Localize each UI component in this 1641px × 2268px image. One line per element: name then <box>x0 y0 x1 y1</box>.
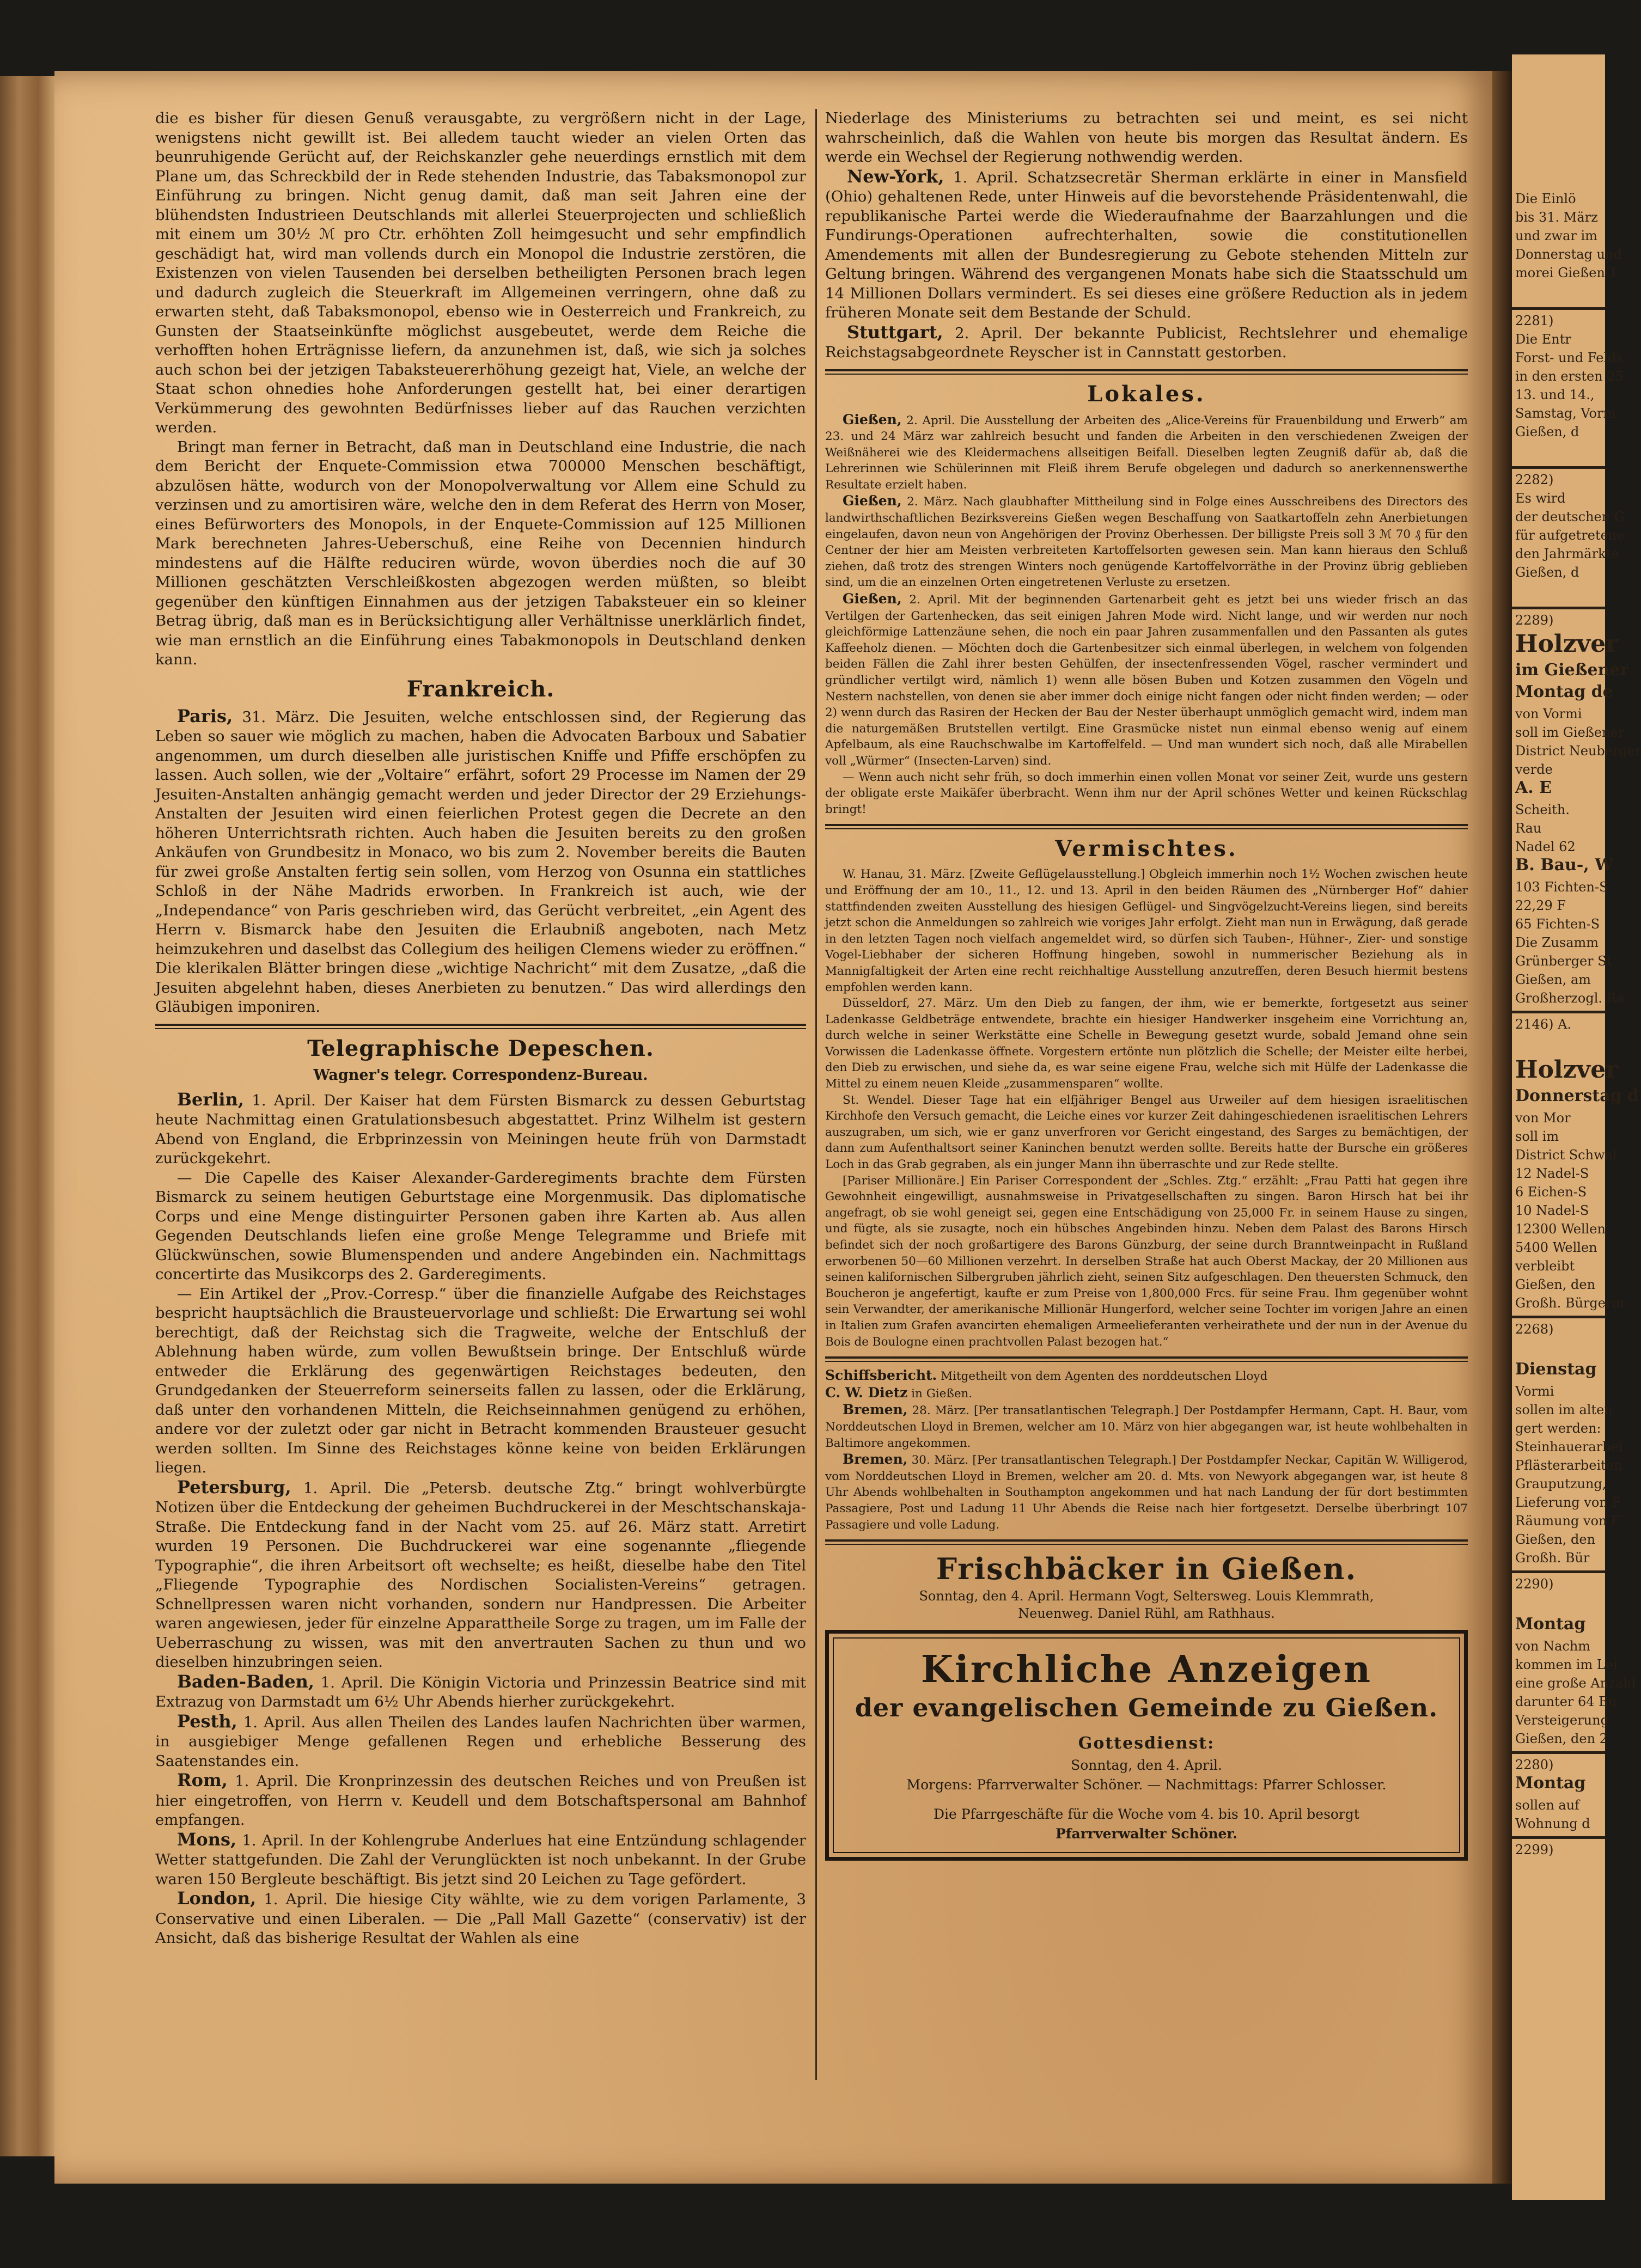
adjacent-page-rule <box>1512 307 1605 310</box>
adjacent-page-text: Samstag, Vorm <box>1515 406 1616 421</box>
news-item <box>825 866 1468 995</box>
news-item <box>825 591 1468 769</box>
news-item <box>825 1173 1468 1350</box>
news-text: 1. April. Die Königin Victoria und Prinzessin Beatrice sind mit Extrazug von Darmstadt um 6½ Uhr Abends hierher zurückgekehrt. <box>155 1673 806 1710</box>
adjacent-page-text: A. E <box>1515 778 1552 797</box>
news-item <box>825 1402 1468 1451</box>
news-item <box>155 1771 806 1830</box>
section-heading: Vermischtes. <box>1055 836 1238 862</box>
ship-report-intro <box>825 1367 1468 1402</box>
news-text: 1. April. Die Kronprinzessin des deutschen Reiches und von Preußen ist hier eingetroffen, von Herrn v. Keudell und dem Botschaftspersonal am Bahnhof empfangen. <box>155 1772 806 1829</box>
adjacent-page-text: Montag de <box>1515 682 1613 701</box>
section-heading: Lokales. <box>1087 381 1206 407</box>
paragraph: die es bisher für diesen Genuß verausgabte, zu vergrößern nicht in der Lage, wenigstens nicht gewillt ist. Bei alledem taucht wieder an vielen Orten das beunruhigende Gerücht auf, der Reichskanzler gehe neuerdings ernstlich mit dem Plane um, das Schreckbild der in Rede stehenden Industrie, das Tabaksmonopol zur Einführung zu bringen. Nicht genug damit, daß man seit Jahren eine der blühendsten Industrieen Deutschlands mit allerlei Steuerprojecten und schließlich mit einem um 30½ ℳ pro Ctr. erhöhten Zoll heimgesucht und sehr empfindlich geschädigt hat, wird man vollends durch ein Monopol die Industrie zerstören, die Existenzen von vielen Tausenden bei derselben betheiligten Personen brach legen und dadurch zugleich die Steuerkraft im Allgemeinen verringern, ohne daß zu erwarten steht, daß Tabaksmonopol, ebenso wie in Oesterreich und Frankreich, zu Gunsten der Staatseinkünfte möglichst ausgebeutet, werde dem Reiche die verhofften hohen Erträgnisse liefern, da anzunehmen ist, daß, wie sich ja solches auch schon bei der jetzigen Tabaksteuererhöhung gezeigt hat, Viele, an welche der Staat schon ohnedies hohe Anforderungen gestellt hat, bei einer derartigen Verkümmerung des gewohnten Bedürfnisses lieber auf das Rauchen verzichten werden. <box>155 109 806 436</box>
dateline: Paris, <box>177 705 233 726</box>
news-text: 2. März. Nach glaubhafter Mittheilung sind in Folge eines Ausschreibens des Directors des landwirthschaftlichen Bezirksvereins Gießen wegen Beschaffung von Saatkartoffeln zehn Anerbietungen eingelaufen, davon neun von Angehörigen der Provinz Oberhessen. Der billigste Preis soll 3 ℳ 70 ₰ für den Centner der hier am Meisten verbreiteten Kartoffelsorten gewesen sein. Man kann hieraus den Schluß ziehen, daß trotz des strengen Winters noch genügende Kartoffelvorräthe in der Provinz übrig geblieben sind, um die an einzelnen Orten eingetretenen Verluste zu ersetzen. <box>825 495 1468 590</box>
adjacent-page-text: Gießen, d <box>1515 424 1579 439</box>
adjacent-page-text: für aufgetretene <box>1515 528 1625 543</box>
adjacent-page-text: District Schwal <box>1515 1147 1617 1163</box>
news-text: 1. April. Der Kaiser hat dem Fürsten Bismarck zu dessen Geburtstag heute Nachmittag einen Gratulationsbesuch abgestattet. Prinz Wilhelm ist gestern Abend von England, die Erbprinzessin von Meiningen heute früh von Darmstadt zurückgekehrt. <box>155 1091 806 1167</box>
adjacent-page-text: Großh. Bürgerm <box>1515 1295 1625 1311</box>
adjacent-page-text: bis 31. März <box>1515 210 1598 225</box>
paragraph: Bringt man ferner in Betracht, daß man in Deutschland eine Industrie, die nach dem Bericht der Enquete-Commission etwa 700000 Menschen beschäftigt, abzulösen hätte, wodurch von der Monopolverwaltung vor Allem eine Schuld zu verzinsen und zu amortisiren wäre, welche den in dem Referat des Herrn von Moser, eines Befürworters des Monopols, in der Enquete-Commission auf 125 Millionen Mark berechneten Jahres-Ueberschuß, eine Reihe von Decennien hindurch mindestens auf die Hälfte reduciren würde, wovon überdies noch die auf 30 Millionen geschätzten Verschleißkosten abgezogen werden müßten, so bleibt gegenüber den künftigen Einnahmen aus der jetzigen Tabaksteuer ein so kleiner Betrag übrig, daß man es in Berücksichtigung aller Verhältnisse unerklärlich findet, wie man ernstlich an die Einführung eines Tabakmonopols in Deutschland denken kann. <box>155 438 806 668</box>
section-rule <box>825 1356 1468 1362</box>
dateline: Petersburg, <box>177 1476 291 1497</box>
adjacent-page-text: Donnerstag und <box>1515 247 1622 262</box>
adjacent-page-rule <box>1512 1316 1605 1318</box>
adjacent-page-text: Es wird <box>1515 491 1566 506</box>
adjacent-page-text: 6 Eichen-S <box>1515 1184 1587 1200</box>
adjacent-page-text: Vormi <box>1515 1384 1554 1399</box>
adjacent-page-text: 5400 Wellen <box>1515 1240 1597 1255</box>
adjacent-page-text: Forst- und Felds <box>1515 350 1623 365</box>
adjacent-page-text: Grauputzung, <box>1515 1476 1607 1491</box>
news-item <box>155 707 806 1017</box>
dateline: St. Wendel. <box>843 1093 915 1107</box>
adjacent-page-text: 12300 Wellen <box>1515 1221 1606 1237</box>
adjacent-page-text: von Nachm <box>1515 1639 1591 1654</box>
adjacent-page-rule <box>1512 607 1605 609</box>
adjacent-page-text: 103 Fichten-S <box>1515 879 1608 895</box>
adjacent-page-text: Gießen, den <box>1515 1277 1596 1292</box>
adjacent-page-text: Die Entr <box>1515 332 1571 347</box>
news-item <box>825 323 1468 363</box>
adjacent-page-text: von Mor <box>1515 1110 1571 1126</box>
adjacent-page-text: Holzver <box>1515 1056 1619 1084</box>
adjacent-page-text: soll im Gießener <box>1515 725 1625 740</box>
dateline: London, <box>177 1888 257 1909</box>
adjacent-page-text: 2289) <box>1515 613 1554 628</box>
adjacent-page-text: Pflästerarbeiten <box>1515 1458 1622 1473</box>
adjacent-page-text: eine große Anzahl <box>1515 1676 1636 1691</box>
news-item <box>155 1090 806 1169</box>
section-subheading: Wagner's telegr. Correspondenz-Bureau. <box>313 1066 648 1084</box>
adjacent-page-text: 2280) <box>1515 1757 1554 1772</box>
news-item <box>825 493 1468 591</box>
section-rule <box>825 1539 1468 1545</box>
ship-report-heading: Schiffsbericht. <box>825 1367 937 1384</box>
adjacent-page-text: Großherzogl. Ra <box>1515 991 1625 1006</box>
dateline: [Pariser Millionäre.] <box>843 1173 965 1188</box>
news-item <box>825 412 1468 493</box>
news-text: 1. April. Die hiesige City wählte, wie zu dem vorigen Parlamente, 3 Conservative und einen Liberalen. — Die „Pall Mall Gazette“ (conservativ) ist der Ansicht, daß das bisherige Resultat der Wahlen als eine <box>155 1891 806 1947</box>
ship-agent-place: in Gießen. <box>907 1386 973 1401</box>
adjacent-page-text: Grünberger St <box>1515 953 1612 969</box>
news-text: 30. März. [Per transatlantischen Telegraph.] Der Postdampfer Neckar, Capitän W. Willigerod, vom Norddeutschen Lloyd in Bremen, welcher am 20. d. Mts. von Newyork abgegangen war, ist heute 8 Uhr Abends wohlbehalten in Southampton angekommen und hat nach Landung der für dort bestimmten Passagiere, Post und Ladung 11 Uhr Abends die Reise nach hier fortgesetzt. Derselbe überbringt 107 Passagiere und volle Ladung. <box>825 1453 1468 1532</box>
adjacent-page-text: morei Gießen 1 <box>1515 265 1618 280</box>
adjacent-page-text: Dienstag <box>1515 1360 1597 1379</box>
ad-note: Pfarrverwalter Schöner. <box>1055 1826 1238 1842</box>
adjacent-page-text: Steinhauerarbei <box>1515 1439 1623 1454</box>
adjacent-page-text: Wohnung d <box>1515 1816 1590 1831</box>
adjacent-page-text: Die Zusamm <box>1515 935 1599 950</box>
adjacent-page-text: gert werden: <box>1515 1421 1601 1436</box>
adjacent-page-text: verde <box>1515 762 1553 777</box>
section-rule <box>825 369 1468 375</box>
ad-subtitle: der evangelischen Gemeinde zu Gießen. <box>855 1693 1438 1723</box>
adjacent-page-text: 65 Fichten-S <box>1515 916 1600 932</box>
adjacent-page-text: 22,29 F <box>1515 898 1566 913</box>
ship-report-source: Mitgetheilt von dem Agenten des norddeutschen Lloyd <box>937 1370 1268 1384</box>
news-text: 2. April. Der bekannte Publicist, Rechtslehrer und ehemalige Reichstagsabgeordnete Reyscher ist in Cannstatt gestorben. <box>825 324 1468 361</box>
news-item <box>155 1889 806 1948</box>
adjacent-page-text: 10 Nadel-S <box>1515 1203 1589 1218</box>
news-item <box>155 1712 806 1771</box>
adjacent-page-text: Großh. Bür <box>1515 1550 1590 1566</box>
dateline: Bremen, <box>843 1451 908 1468</box>
adjacent-page-text: kommen im Lei <box>1515 1657 1618 1672</box>
news-text: Dieser Tage hat ein elfjähriger Bengel aus Urweiler auf dem hiesigen israelitischen Kirchhofe den Versuch gemacht, die Leiche eines vor kurzer Zeit dahingeschiedenen israelitischen Lehrers auszugraben, um sich, wie er ganz unverfroren vor Gericht eingestand, des Sarges zu bemächtigen, der dann zum Aufenthaltsort seiner Kaninchen benutzt werden sollte. Bereits hatte der Bursche ein größeres Loch in das Grab gegraben, als ein junger Mann ihn überraschte und zur Rede stellte. <box>825 1093 1468 1172</box>
dateline: Gießen, <box>843 493 902 509</box>
dateline: New-York, <box>847 166 944 187</box>
adjacent-page-text: 12 Nadel-S <box>1515 1166 1589 1181</box>
ship-report-block <box>825 1367 1468 1533</box>
adjacent-page-text: Rau <box>1515 821 1542 836</box>
news-text: 1. April. Aus allen Theilen des Landes laufen Nachrichten über warmen, in ausgiebiger Menge gefallenen Regen und erhebliche Besserung des Saatenstandes ein. <box>155 1713 806 1770</box>
column-divider <box>815 109 817 2080</box>
adjacent-page-text: 2299) <box>1515 1842 1554 1857</box>
adjacent-page-rule <box>1512 1836 1605 1839</box>
news-item <box>825 1451 1468 1533</box>
adjacent-page-text: 2146) A. <box>1515 1017 1572 1032</box>
adjacent-page-text: Gießen, am <box>1515 972 1591 987</box>
adjacent-page-text: Montag <box>1515 1774 1586 1793</box>
adjacent-page-text: in den ersten 25 <box>1515 369 1624 384</box>
dateline: Mons, <box>177 1829 237 1850</box>
news-text: 31. März. [Zweite Geflügelausstellung.] Obgleich immerhin noch 1½ Wochen zwischen heute und Eröffnung der am 10., 11., 12. und 13. April in den beiden Räumen des „Nürnberger Hof“ dahier stattfindenden zweiten Ausstellung des hiesigen Geflügel- und Singvögelzucht-Vereins liegen, sind bereits jetzt schon die Anmeldungen so zahlreich wie voriges Jahr erfolgt. Zieht man nun in Erwägung, daß gerade in den letzten Tagen noch vielfach angemeldet wird, so dürfen sich Tauben-, Hühner-, Zier- und sonstige Vogel-Liebhaber der sicheren Hoffnung hingeben, sowohl in nummerischer Beziehung als in Mannigfaltigkeit der Arten eine recht reichhaltige Ausstellung anzutreffen, deren Besuch hiermit bestens empfohlen werden kann. <box>825 867 1468 994</box>
news-text: 1. April. In der Kohlengrube Anderlues hat eine Entzündung schlagender Wetter stattgefunden. Die Zahl der Verunglückten ist noch unbekannt. In der Grube waren 150 Bergleute beschäftigt. Bis jetzt sind 20 Leichen zu Tage gefördert. <box>155 1831 806 1888</box>
adjacent-page-text: Gießen, den <box>1515 1532 1596 1547</box>
book-gutter <box>1492 71 1512 2184</box>
news-text: 27. März. Um den Dieb zu fangen, der ihm, wie er bemerkte, fortgesetzt aus seiner Ladenkasse Geldbeträge entwendete, brachte ein hiesiger Handwerker insgeheim eine Vorrichtung an, durch welche in seiner Werkstätte eine Schelle in Bewegung gesetzt wurde, sobald Jemand ohne sein Vorwissen die Ladenkasse öffnete. Vorgestern ertönte nun plötzlich die Schelle; der Meister eilte herbei, den Dieb zu erwischen, und siehe da, es war seine eigene Frau, welche sich mit Hülfe der Ladenkasse die Mittel zu einem neuen Kleide „zusammensparen“ wollte. <box>825 997 1468 1091</box>
adjacent-page-text: B. Bau-, W <box>1515 855 1613 875</box>
dateline: Stuttgart, <box>847 321 943 343</box>
adjacent-page-text: Donnerstag d <box>1515 1086 1639 1105</box>
dateline: W. Hanau, <box>843 867 904 882</box>
news-text: 31. März. Die Jesuiten, welche entschlossen sind, der Regierung das Leben so sauer wie möglich zu machen, haben die Advocaten Barboux und Sabatier angenommen, um durch dieselben alle juristischen Kniffe und Pfiffe erschöpfen zu lassen. Auch sollen, wie der „Voltaire“ erfährt, sofort 29 Processe im Namen der 29 Jesuiten-Anstalten anhängig gemacht werden und jeder Director der 29 Erziehungs-Anstalten der Jesuiten wird einen feierlichen Protest gegen die Decrete an den höheren Unterrichtsrath richten. Auch haben die Jesuiten bereits zu den großen Ankäufen von Grundbesitz in Monaco, wo bis zum 2. November bereits die Bauten für zwei große Anstalten fertig sein sollen, vom Herzog von Osunna ein stattliches Schloß in der Nähe Madrids erworben. In Frankreich ist auch, wie der „Independance“ von Paris geschrieben wird, das Gerücht verbreitet, „ein Agent des Herrn v. Bismarck habe den Jesuiten die Erlaubniß angeboten, nach Metz heimzukehren und daselbst das Collegium des heiligen Clemens wieder zu eröffnen.“ Die klerikalen Blätter bringen diese „wichtige Nachricht“ mit dem Zusatze, „daß die Jesuiten abgelehnt haben, dieses Anerbieten zu benutzen.“ Das wird allerdings den Gläubigen imponiren. <box>155 708 806 1016</box>
dateline: Baden-Baden, <box>177 1671 314 1692</box>
dateline: Pesth, <box>177 1710 237 1732</box>
left-column <box>155 109 806 1948</box>
news-text: 1. April. Schatzsecretär Sherman erklärte in einer in Mansfield (Ohio) gehaltenen Rede, unter Hinweis auf die bevorstehende Präsidentenwahl, die republikanische Partei werde die Wiederaufnahme der Baarzahlungen und die Fundirungs-Operationen aufrechterhalten, sowie die constitutionellen Amendements mit allen der Bundesregierung zu Gebote stehenden Mitteln zur Geltung bringen. Während des vergangenen Monats habe sich die Staatsschuld um 14 Millionen Dollars vermindert. Es sei dieses eine größere Reduction als in jedem früheren Monate seit dem Bestande der Schuld. <box>825 168 1468 321</box>
news-item <box>825 167 1468 323</box>
news-text: 1. April. Die „Petersb. deutsche Ztg.“ bringt wohlverbürgte Notizen über die Entdeckung der geheimen Buchdruckerei in der Meschtschanskaja-Straße. Die Entdeckung fand in der Nacht vom 25. auf 26. März statt. Arretirt wurden 19 Personen. Die Buchdruckerei war eine sogenannte „fliegende Typographie“, die ihren Arbeitsort oft wechselte; es heißt, dieselbe habe den Titel „Fliegende Typographie des Nordischen Socialisten-Vereins“ getragen. Schnellpressen waren nicht vorhanden, sondern nur Handpressen. Die Arbeiter waren angewiesen, jeder für einzelne Apparattheile Sorge zu tragen, um im Falle der Ueberraschung zu wissen, was mit den anvertrauten Sachen zu thun und wo dieselben hinzubringen seien. <box>155 1479 806 1671</box>
adjacent-page-rule <box>1512 1570 1605 1573</box>
adjacent-page-text: verbleibt <box>1515 1258 1575 1274</box>
ad-line: Sonntag, den 4. April. Hermann Vogt, Seltersweg. Louis Klemmrath, <box>919 1588 1374 1604</box>
church-advertisement <box>825 1630 1468 1861</box>
section-heading: Telegraphische Depeschen. <box>307 1035 654 1061</box>
adjacent-page-text: Gießen, den 2 <box>1515 1731 1608 1746</box>
adjacent-page-text: 2290) <box>1515 1576 1554 1592</box>
adjacent-page-rule <box>1512 1751 1605 1754</box>
dateline: Berlin, <box>177 1089 244 1110</box>
adjacent-page-text: Montag <box>1515 1615 1586 1634</box>
bakery-advertisement <box>825 1550 1468 1622</box>
adjacent-page-text: Gießen, d <box>1515 565 1579 580</box>
ad-service-heading: Gottesdienst: <box>1078 1734 1215 1753</box>
dateline: Düsseldorf, <box>843 997 910 1011</box>
ad-title: Frischbäcker in Gießen. <box>936 1551 1357 1587</box>
news-text: — Ein Artikel der „Prov.-Corresp.“ über die finanzielle Aufgabe des Reichstages bespricht hauptsächlich die Brausteuervorlage und schließt: Die Erwartung sei wohl berechtigt, daß der Reichstag sich die Tragweite, welche der Entschluß der Ablehnung haben würde, zum vollen Bewußtsein bringe. Der Entschluß würde entweder die Erklärung des gegenwärtigen Reichstages bedeuten, den Grundgedanken der Steuerreform seinerseits fallen zu lassen, oder die Erklärung, daß unter den vorhandenen Mitteln, die Reichseinnahmen genügend zu erhöhen, andere vor der zuletzt oder gar nicht in Betracht kommenden Brausteuer gesucht werden sollten. Im Sinne des Reichstages könne keine von beiden Erklärungen liegen. <box>155 1285 806 1476</box>
adjacent-page-text: Lieferung von F <box>1515 1495 1621 1510</box>
adjacent-page-text: 2281) <box>1515 313 1554 328</box>
section-heading: Frankreich. <box>406 676 555 702</box>
adjacent-page-text: Nadel 62 <box>1515 839 1576 854</box>
adjacent-page-text: sollen auf <box>1515 1798 1580 1813</box>
adjacent-page-text: 2282) <box>1515 472 1554 487</box>
adjacent-page-text: soll im <box>1515 1129 1559 1144</box>
adjacent-page-text: und zwar im <box>1515 228 1597 243</box>
news-item <box>825 1092 1468 1173</box>
news-text: 2. April. Mit der beginnenden Gartenarbeit geht es jetzt bei uns wieder frisch an das Vertilgen der Gartenhecken, das seit einigen Jahren Mode wird. Nicht lange, und wir werden nur noch gleichförmige Lattenzäune sehen, die noch ein paar Jahren zusammenfallen und den Passanten als gutes Kaffeeholz dienen. — Möchten doch die Gartenbesitzer sich einmal überlegen, in welchem von folgenden beiden Fällen die Zahl ihrer besten Gehülfen, der insectenfressenden Vögel, rascher vermindert und gründlicher vertilgt wird, nämlich 1) wenn alle bösen Buben und Kotzen zusammen den Vögeln und Nestern nachstellen, von denen sie aber immer doch einige nicht fangen oder nicht finden werden; — oder 2) wenn durch das Rasiren der Hecken der Bau der Nester überhaupt unmöglich gemacht wird, indem man die naturgemäßen Brutstellen vertilgt. Eine Grasmücke nistet nun einmal ebenso wenig auf einem Apfelbaum, als eine Rauchschwalbe im Kartoffelfeld. — Und man wundert sich noch, daß alle Mirabellen voll „Würmer“ (Insecten-Larven) sind. <box>825 593 1468 768</box>
news-text: Niederlage des Ministeriums zu betrachten sei und meint, es sei nicht wahrscheinlich, daß die Wahlen von heute bis morgen das Resultat ändern. Es werde ein Wechsel der Regierung nothwendig werden. <box>825 109 1468 166</box>
adjacent-page-text: den Jahrmärkte <box>1515 546 1619 561</box>
adjacent-page-text: 13. und 14., <box>1515 387 1595 402</box>
ad-date: Sonntag, den 4. April. <box>1071 1757 1222 1774</box>
news-text: 2. April. Die Ausstellung der Arbeiten des „Alice-Vereins für Frauenbildung und Erwerb“ am 23. und 24 März war zahlreich besucht und fanden die Arbeiten in den verschiedenen Zweigen der Weißnäherei wie des Kleidermachens allseitigen Beifall. Dieselben legten Zeugniß dafür ab, daß die Lehrerinnen wie Schülerinnen mit Fleiß ihrem Berufe obgelegen und dadurch so anerkennenswerthe Resultate erzielt haben. <box>825 413 1468 492</box>
news-item <box>155 1672 806 1712</box>
news-text: 28. März. [Per transatlantischen Telegraph.] Der Postdampfer Hermann, Capt. H. Baur, vom Norddeutschen Lloyd in Bremen, welcher am 10. März von hier abgegangen war, ist heute wohlbehalten in Baltimore angekommen. <box>825 1404 1468 1450</box>
adjacent-page-text: District Neuberger <box>1515 743 1641 759</box>
dateline: Bremen, <box>843 1402 908 1418</box>
ship-agent-name: C. W. Dietz <box>825 1384 908 1401</box>
adjacent-page-text: der deutschen G <box>1515 509 1625 524</box>
news-item <box>155 1478 806 1672</box>
adjacent-page-text: von Vormi <box>1515 706 1582 722</box>
ad-times: Morgens: Pfarrverwalter Schöner. — Nachmittags: Pfarrer Schlosser. <box>906 1777 1387 1793</box>
ad-line: Neuenweg. Daniel Rühl, am Rathhaus. <box>1018 1606 1275 1622</box>
misc-news-block <box>825 866 1468 1350</box>
news-text: Ein Pariser Correspondent der „Schles. Ztg.“ erzählt: „Frau Patti hat gegen ihre Gewohnheit eingewilligt, ausnahmsweise in Privatgesellschaften zu singen. Baron Hirsch hat bei ihr angefragt, ob sie wohl geneigt sei, gegen eine Entschädigung von 25,000 Fr. in seinem Hause zu singen, und fügte, als sie zusagte, noch ein hübsches Angebinden hinzu. Neben dem Palast des Barons Hirsch befindet sich der noch großartigere des Barons Günzburg, der seine durch Branntweinpacht in Rußland erworbenen 50—60 Millionen verzehrt. In derselben Straße hat auch Oberst Mackay, der 20 Millionen aus seinen kalifornischen Silbergruben jährlich zieht, seinen Sitz aufgeschlagen. Den theuersten Schmuck, den Boucheron je angefertigt, kaufte er zum Preise von 1,800,000 Frcs. für seine Frau. Ihm gegenüber wohnt sein Verwandter, der amerikanische Millionär Hungerford, welcher seine Tochter im vorigen Jahre an einen in Italien zum Grafen avancirten ehemaligen Armeelieferanten verheirathete und der nun in der Avenue du Bois de Boulogne einen prachtvollen Palast bezogen hat.“ <box>825 1173 1468 1349</box>
book-spine <box>0 76 54 2156</box>
adjacent-page-text: sollen im alten <box>1515 1402 1613 1417</box>
adjacent-page-text: Räumung von F <box>1515 1513 1620 1529</box>
dateline: Rom, <box>177 1770 228 1790</box>
section-rule <box>825 824 1468 829</box>
adjacent-page-rule <box>1512 466 1605 469</box>
ad-note: Die Pfarrgeschäfte für die Woche vom 4. bis 10. April besorgt <box>934 1806 1359 1823</box>
news-item <box>825 995 1468 1092</box>
adjacent-page-text: 2268) <box>1515 1322 1554 1337</box>
adjacent-page-text: im Gießener <box>1515 661 1629 680</box>
local-news-block <box>825 412 1468 818</box>
adjacent-page-text: Die Einlö <box>1515 191 1576 206</box>
right-column <box>825 109 1468 1861</box>
adjacent-page-text: Versteigerung <box>1515 1713 1609 1728</box>
section-rule <box>155 1024 806 1029</box>
adjacent-page-fragment <box>1512 54 1641 2200</box>
adjacent-page-text: darunter 64 Bu <box>1515 1694 1617 1709</box>
adjacent-page-rule <box>1512 1011 1605 1013</box>
ad-title: Kirchliche Anzeigen <box>920 1648 1372 1692</box>
news-item <box>155 1830 806 1890</box>
adjacent-page-text: Holzver <box>1515 630 1619 658</box>
adjacent-page-text: Scheith. <box>1515 802 1570 817</box>
dateline: Gießen, <box>843 591 902 607</box>
news-text: — Wenn auch nicht sehr früh, so doch immerhin einen vollen Monat vor seiner Zeit, wurde uns gestern der obligate erste Maikäfer überbracht. Wenn ihm nur der April schönes Wetter und keinen Rückschlag bringt! <box>825 770 1468 816</box>
dateline: Gießen, <box>843 411 902 427</box>
news-text: — Die Capelle des Kaiser Alexander-Garderegiments brachte dem Fürsten Bismarck zu seinem heutigen Geburtstage eine Morgenmusik. Das diplomatische Corps und eine Menge distinguirter Personen gaben ihre Karten ab. Aus allen Gegenden Deutschlands liefen eine große Menge Telegramme und Briefe mit Glückwünschen, sowie Blumenspenden und andere Angebinden ein. Nachmittags concertirte das Musikcorps des 2. Garderegiments. <box>155 1169 806 1283</box>
